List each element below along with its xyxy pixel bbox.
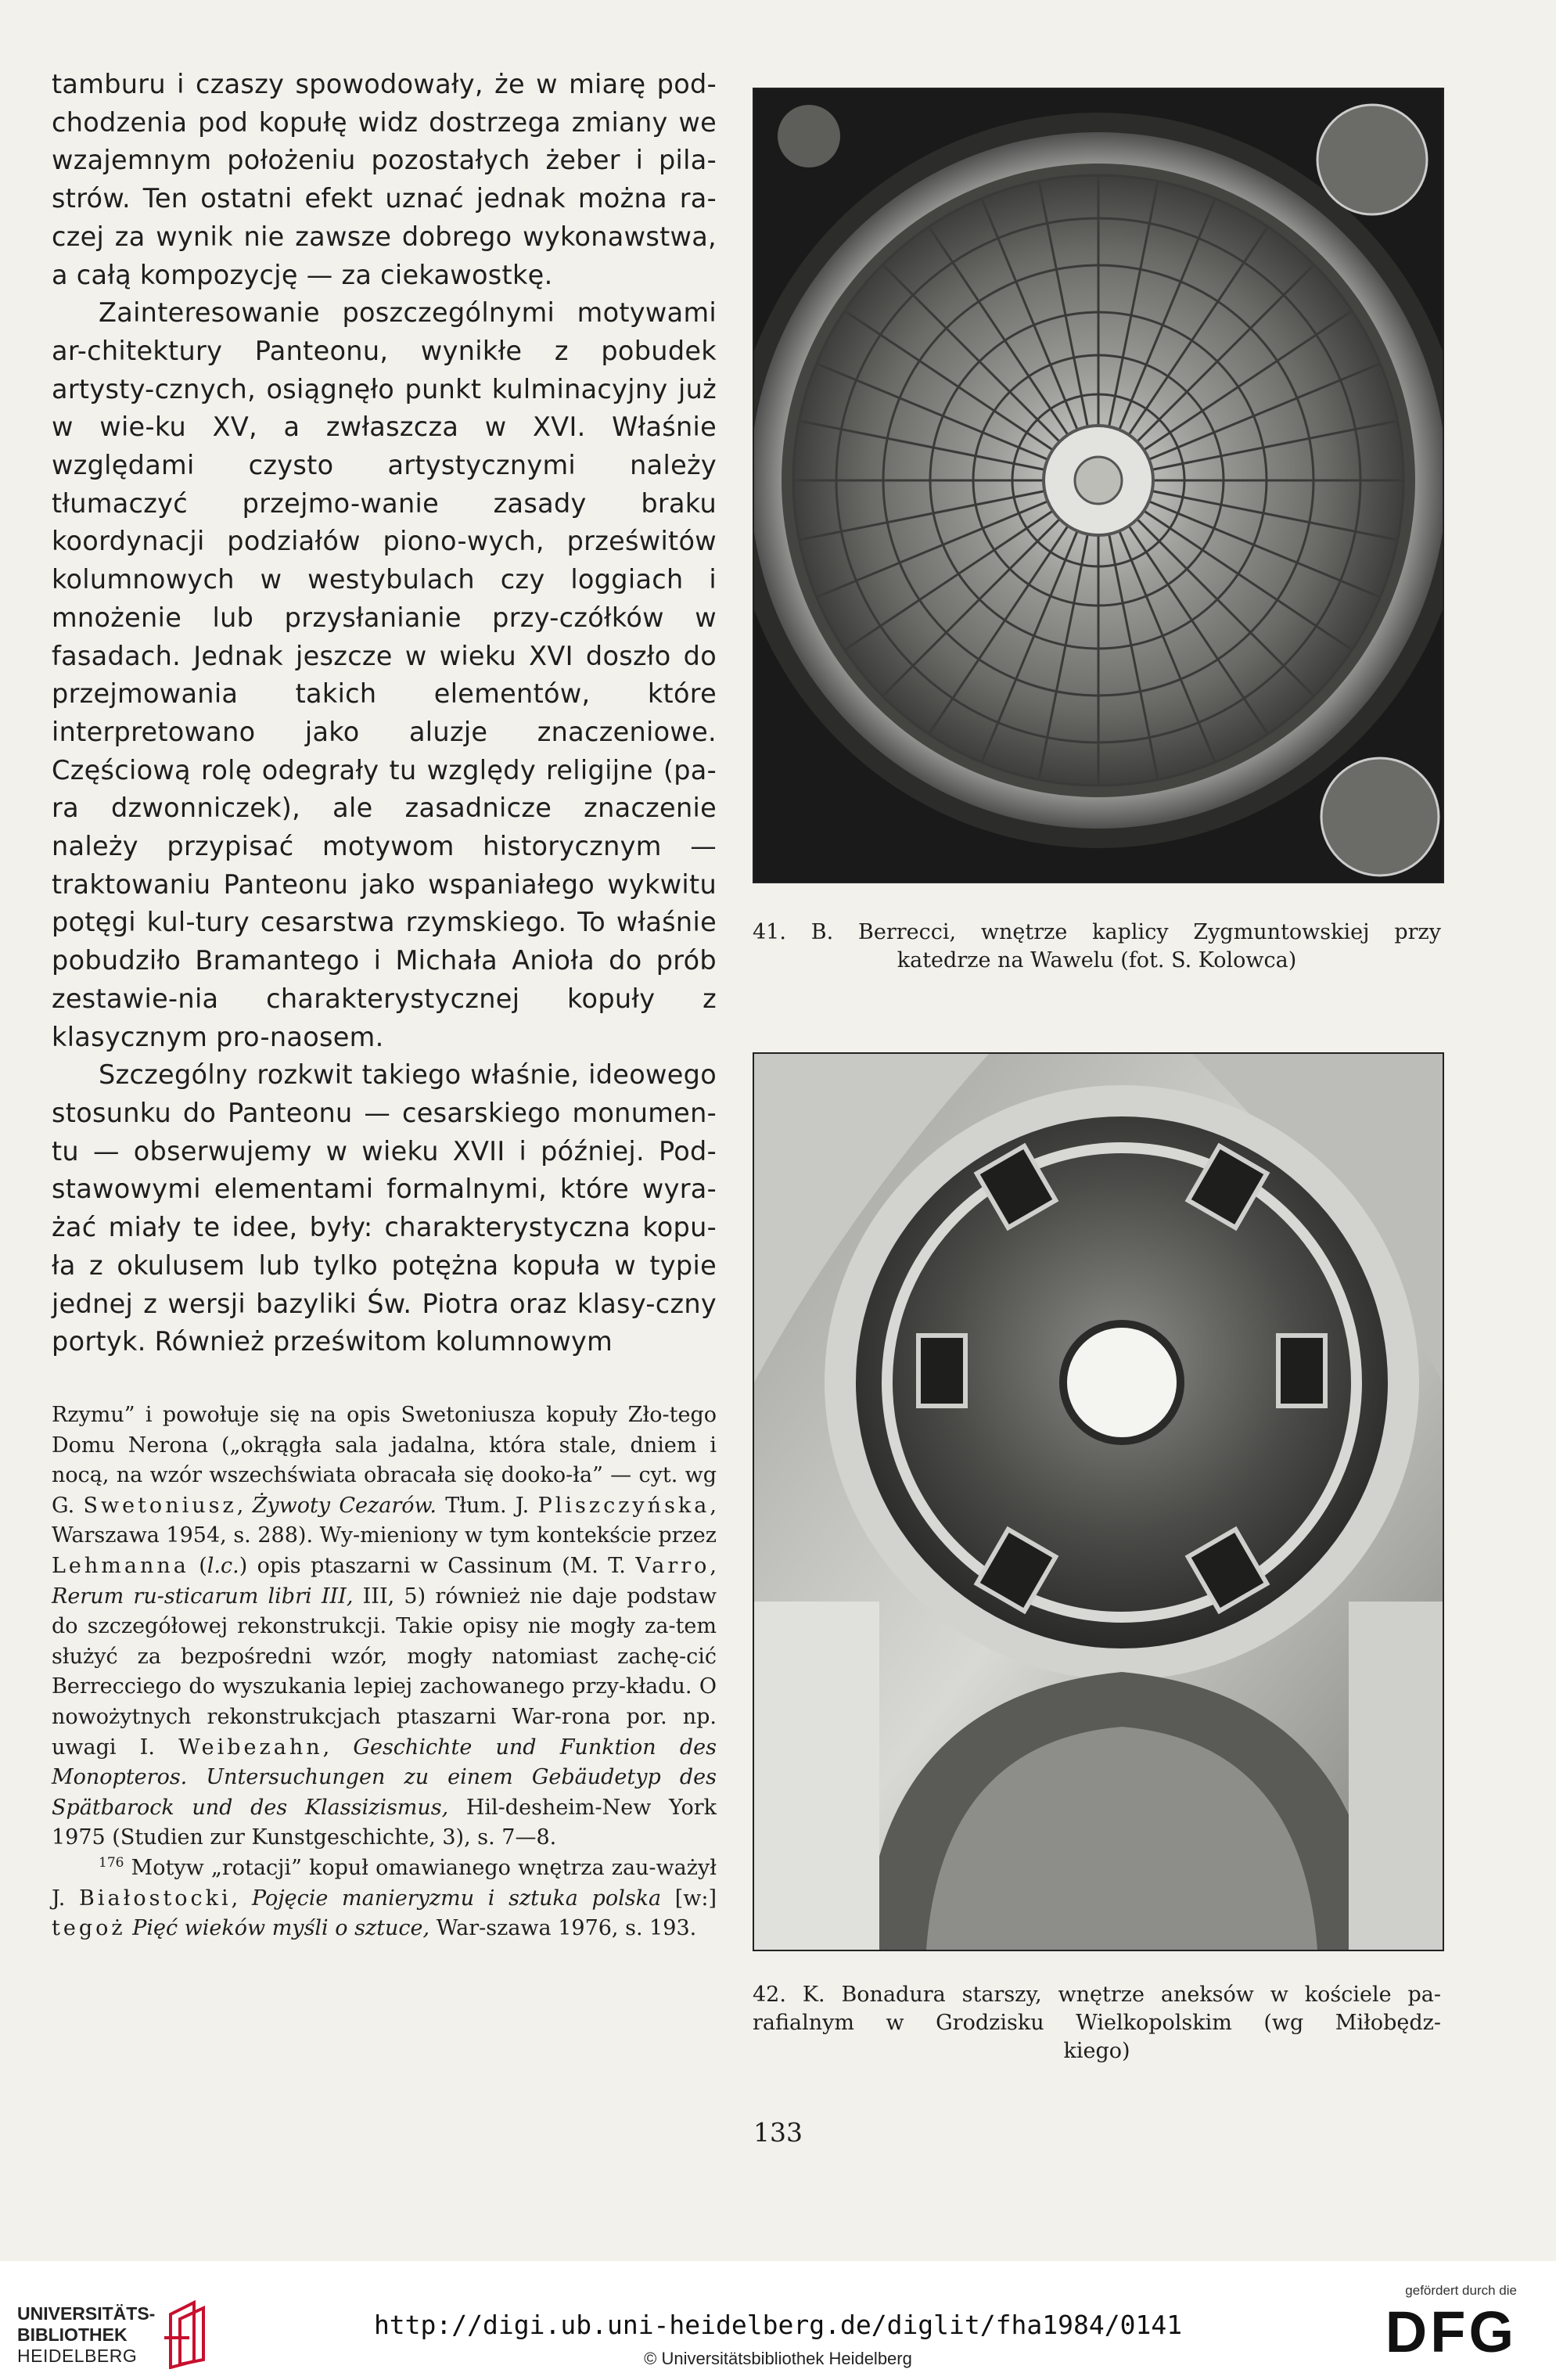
caption-line: kiego)	[1063, 2039, 1130, 2063]
footnote-text: ,	[710, 1553, 717, 1578]
footnote-number: 176	[99, 1854, 124, 1871]
footnote-text: Hil-desheim-New York 1975 (Studien zur Kunstgeschichte, 3), s. 7—8.	[52, 1795, 717, 1850]
footnote-text: Rzymu” i powołuje się na opis Swetoniusza kopuły Zło-tego Domu Nerona („okrągła sala jadalna, która stale, dniem i nocą, na wzór wszechświata obracała się dooko-ła” — cyt. wg G.	[52, 1403, 717, 1518]
coffered-dome-image	[754, 89, 1443, 882]
footnote-176	[52, 1853, 717, 1944]
spaced-author-name: Pliszczyńska	[537, 1493, 710, 1518]
spaced-author-name: Lehmanna	[52, 1553, 189, 1578]
spaced-author-name: Weibezahn	[178, 1735, 323, 1760]
dfg-logo[interactable]: DFG	[1385, 2299, 1517, 2364]
footnotes	[52, 1400, 717, 1944]
italic-title: Pojęcie manieryzmu i sztuka polska	[251, 1886, 662, 1911]
footnote-text: Tłum. J.	[436, 1493, 538, 1518]
sponsor-label: gefördert durch die	[1405, 2283, 1517, 2298]
spaced-author-name: Białostocki	[79, 1886, 232, 1911]
italic-title: l.c.	[207, 1553, 239, 1578]
copyright-notice: © Universitätsbibliothek Heidelberg	[644, 2349, 912, 2368]
oculus-dome-image	[754, 1054, 1443, 1950]
footnote-text: ,	[231, 1886, 252, 1911]
footnote-text: War-szawa 1976, s. 193.	[429, 1916, 697, 1941]
caption-line: 42. K. Bonadura starszy, wnętrze aneksów w kościele pa-	[753, 1983, 1441, 2007]
figure-41-photo	[753, 88, 1444, 883]
footer-bar	[0, 2261, 1556, 2380]
footnote-text: ,	[322, 1735, 354, 1760]
footnote-text: ) opis ptaszarni w Cassinum (M. T.	[239, 1553, 636, 1578]
spaced-author-name: tegoż	[52, 1916, 126, 1941]
figure-41-caption	[753, 919, 1441, 975]
footnote-text: , Warszawa 1954, s. 288). Wy-mieniony w tym kontekście przez	[52, 1493, 717, 1548]
figure-42-caption	[753, 1981, 1441, 2065]
italic-title: Pięć wieków myśli o sztuce,	[132, 1916, 430, 1941]
footnote-text: III, 5) również nie daje podstaw do szczegółowej rekonstrukcji. Takie opisy nie mogły za-tem służyć za bezpośredni wzór, mogły natomiast zachę-cić Berrecciego do wyszukania lepiej zachowanego przy-kładu. O nowożytnych rekonstrukcjach ptaszarni War-rona por. np. uwagi I.	[52, 1584, 717, 1760]
caption-line: 41. B. Berrecci, wnętrze kaplicy Zygmuntowskiej przy	[753, 920, 1441, 944]
page-url-link[interactable]: http://digi.ub.uni-heidelberg.de/diglit/fha1984/0141	[373, 2310, 1183, 2340]
page-number: 133	[753, 2117, 803, 2148]
body-paragraph-2: Zainteresowanie poszczególnymi motywami ar-chitektury Panteonu, wynikłe z pobudek artysty-cznych, osiągnęło punkt kulminacyjny już w wie-ku XV, a zwłaszcza w XVI. Właśnie względami czysto artystycznymi należy tłumaczyć przejmo-wanie zasady braku koordynacji podziałów piono-wych, prześwitów kolumnowych w westybulach czy loggiach i mnożenie lub przysłanianie przy-czółków w fasadach. Jednak jeszcze w wieku XVI doszło do przejmowania takich elementów, które interpretowano jako aluzje znaczeniowe. Częściową rolę odegrały tu względy religijne (pa-ra dzwonniczek), ale zasadnicze znaczenie należy przypisać motywom historycznym — traktowaniu Panteonu jako wspaniałego wykwitu potęgi kul-tury cesarstwa rzymskiego. To właśnie pobudziło Bramantego i Michała Anioła do prób zestawie-nia charakterystycznej kopuły z klasycznym pro-naosem.	[52, 297, 717, 1052]
footnote-text: ,	[236, 1493, 253, 1518]
italic-title: Żywoty Cezarów.	[252, 1493, 437, 1518]
body-paragraph-3: Szczególny rozkwit takiego właśnie, ideowego stosunku do Panteonu — cesarskiego monumen-tu — obserwujemy w wieku XVII i później. Pod-stawowymi elementami formalnymi, które wyra-żać miały te idee, były: charakterystyczna kopu-ła z okulusem lub tylko potężna kopuła w typie jednej z wersji bazyliki Św. Piotra oraz klasy-czny portyk. Również prześwitom kolumnowym	[52, 1059, 717, 1357]
italic-title: Geschichte und Funktion des Monopteros. Untersuchungen zu einem Gebäudetyp des Spätbarock und des Klassizismus,	[52, 1735, 717, 1820]
italic-title: Rerum ru-sticarum libri III,	[52, 1584, 354, 1609]
caption-line: rafialnym w Grodzisku Wielkopolskim (wg Miłobędz-	[753, 2011, 1441, 2035]
footnote-text: (	[189, 1553, 207, 1578]
library-name-line-1: UNIVERSITÄTS-	[17, 2303, 156, 2324]
caption-line: katedrze na Wawelu (fot. S. Kolowca)	[897, 948, 1297, 972]
spaced-author-name: Varro	[635, 1553, 710, 1578]
footnote-text: Motyw „rotacji” kopuł omawianego wnętrza zau-ważył J.	[52, 1855, 717, 1911]
footnote-continuation	[52, 1400, 717, 1853]
spaced-author-name: Swetoniusz	[83, 1493, 237, 1518]
main-text-column	[52, 66, 717, 1361]
footnote-text	[126, 1916, 133, 1940]
figure-42-photo	[753, 1052, 1444, 1951]
body-paragraph-1: tamburu i czaszy spowodowały, że w miarę pod-chodzenia pod kopułę widz dostrzega zmiany we wzajemnym położeniu pozostałych żeber i pila-strów. Ten ostatni efekt uznać jednak można ra-czej za wynik nie zawsze dobrego wykonawstwa, a całą kompozycję — za ciekawostkę.	[52, 69, 717, 290]
library-name-line-2: BIBLIOTHEK	[17, 2324, 128, 2345]
footnote-text: [w:]	[661, 1886, 717, 1911]
library-name-line-3: HEIDELBERG	[17, 2346, 138, 2366]
